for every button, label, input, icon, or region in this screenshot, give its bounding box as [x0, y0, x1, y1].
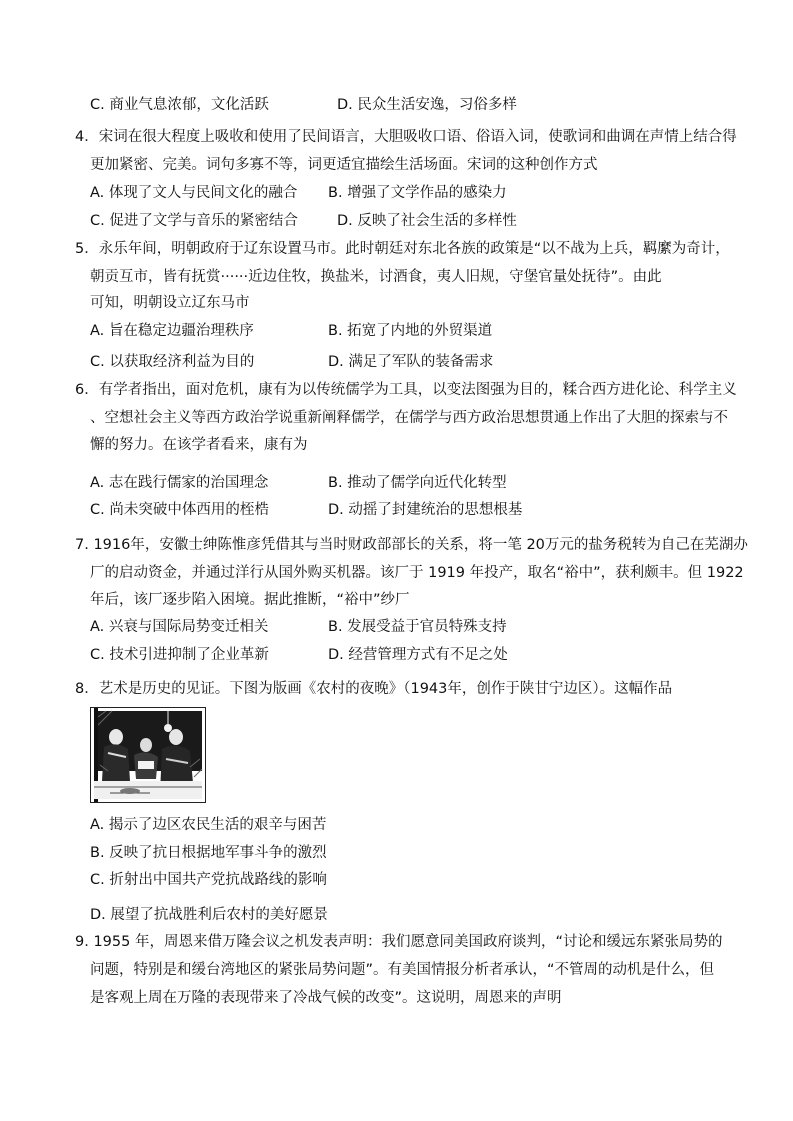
q6-stem-line-1: 6．有学者指出，面对危机，康有为以传统儒学为工具，以变法图强为目的，糅合西方进化论、科学主义: [75, 382, 737, 398]
q3-option-c: C. 商业气息浓郁，文化活跃: [90, 97, 269, 113]
q5-option-a: A. 旨在稳定边疆治理秩序: [90, 323, 254, 339]
q8-option-a: A. 揭示了边区农民生活的艰辛与困苦: [90, 817, 327, 833]
woodcut-print-image: [90, 707, 206, 803]
q5-option-d: D. 满足了军队的装备需求: [328, 354, 494, 370]
q5-stem-line-1: 5．永乐年间，明朝政府于辽东设置马市。此时朝廷对东北各族的政策是“以不战为上兵，羁縻为奇计，: [75, 241, 730, 257]
q6-stem-line-3: 懈的努力。在该学者看来，康有为: [90, 437, 308, 453]
q9-stem-line-3: 是客观上周在万隆的表现带来了冷战气候的改变”。这说明，周恩来的声明: [90, 990, 562, 1006]
q8-option-c: C. 折射出中国共产党抗战路线的影响: [90, 872, 327, 888]
q8-option-b: B. 反映了抗日根据地军事斗争的激烈: [90, 845, 327, 861]
q5-stem-line-2: 朝贡互市，皆有抚赏······近边住牧，换盐米，讨酒食，夷人旧规，守堡官量处抚待”。由此: [90, 269, 662, 285]
q5-option-b: B. 拓宽了内地的外贸渠道: [328, 323, 493, 339]
q4-stem-line-1: 4．宋词在很大程度上吸收和使用了民间语言，大胆吸收口语、俗语入词，使歌词和曲调在声情上结合得: [75, 129, 737, 145]
q6-option-c: C. 尚未突破中体西用的桎梏: [90, 502, 269, 518]
q4-stem-line-2: 更加紧密、完美。词句多寡不等，词更适宜描绘生活场面。宋词的这种创作方式: [90, 157, 598, 173]
q4-option-d: D. 反映了社会生活的多样性: [337, 213, 517, 229]
q4-option-c: C. 促进了文学与音乐的紧密结合: [90, 213, 298, 229]
q6-option-d: D. 动摇了封建统治的思想根基: [328, 502, 523, 518]
q7-option-c: C. 技术引进抑制了企业革新: [90, 647, 269, 663]
q6-option-a: A. 志在践行儒家的治国理念: [90, 475, 269, 491]
q9-stem-line-2: 问题，特别是和缓台湾地区的紧张局势问题”。有美国情报分析者承认，“不管周的动机是什么，但: [90, 962, 715, 978]
q8-stem-line-1: 8．艺术是历史的见证。下图为版画《农村的夜晚》（1943年，创作于陕甘宁边区）。这幅作品: [75, 681, 673, 697]
q5-option-c: C. 以获取经济利益为目的: [90, 354, 255, 370]
q8-option-d: D. 展望了抗战胜利后农村的美好愿景: [90, 907, 328, 923]
q5-stem-line-3: 可知，明朝设立辽东马市: [90, 295, 250, 311]
q7-stem-line-3: 年后，该厂逐步陷入困境。据此推断，“裕中”纱厂: [90, 592, 410, 608]
q7-stem-line-2: 厂的启动资金，并通过洋行从国外购买机器。该厂于 1919 年投产，取名“裕中”，获利颇丰。但 1922: [90, 565, 744, 581]
q6-stem-line-2: 、空想社会主义等西方政治学说重新阐释儒学，在儒学与西方政治思想贯通上作出了大胆的探索与不: [90, 410, 728, 426]
q9-stem-line-1: 9. 1955 年，周恩来借万隆会议之机发表声明：我们愿意同美国政府谈判，“讨论和缓远东紧张局势的: [75, 934, 723, 950]
q7-option-d: D. 经营管理方式有不足之处: [328, 647, 508, 663]
q7-option-b: B. 发展受益于官员特殊支持: [328, 619, 507, 635]
q4-option-a: A. 体现了文人与民间文化的融合: [90, 185, 298, 201]
q7-option-a: A. 兴衰与国际局势变迁相关: [90, 619, 269, 635]
q6-option-b: B. 推动了儒学向近代化转型: [328, 475, 507, 491]
q3-option-d: D. 民众生活安逸，习俗多样: [337, 97, 517, 113]
q7-stem-line-1: 7. 1916年，安徽士绅陈惟彦凭借其与当时财政部部长的关系，将一笔 20万元的盐务税转为自己在芜湖办: [75, 537, 748, 553]
q4-option-b: B. 增强了文学作品的感染力: [328, 185, 507, 201]
